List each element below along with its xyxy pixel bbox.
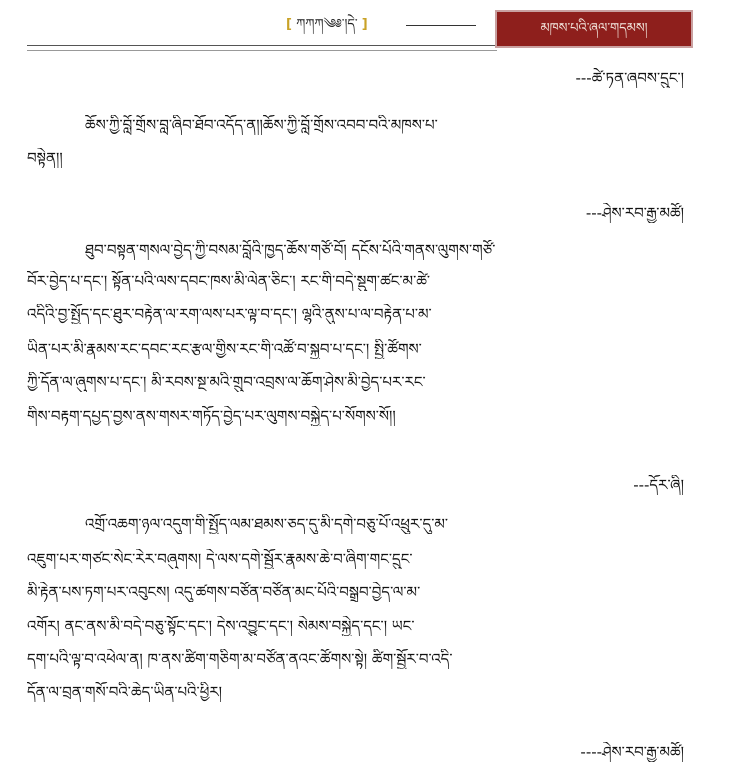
quote-signature: ---དོར་ཞི། <box>633 476 684 494</box>
quote-line: བོར་བྱེད་པ་དང་། སྟོན་པའི་ལས་དབང་ཁས་མི་ལེན་ཅིང་། རང་གི་བདེ་སྡུག་ཚང་མ་ཚེ་ <box>27 272 431 290</box>
quote-line: ཀྱི་དོན་ལ་ཞུགས་པ་དང་། མི་རབས་སྔ་མའི་གྲུབ་འབྲས་ལ་ཆོག་ཤེས་མི་བྱེད་པར་རང་ <box>27 373 426 391</box>
quote-line: ཐུབ་བསྟན་གསལ་བྱེད་ཀྱི་བསམ་བློའི་ཁྱད་ཆོས་གཙོ་བོ། དངོས་པོའི་གནས་ལུགས་གཙོ་ <box>85 241 496 259</box>
quote-line: ཡིན་པར་མི་རྣམས་རང་དབང་རང་རྩལ་གྱིས་རང་གི་འཚོ་བ་སྐྱབ་པ་དང་། སྤྱི་ཚོགས་ <box>27 340 422 358</box>
header-rule-secondary <box>27 50 497 51</box>
quote-signature: ---ཤེས་རབ་རྒྱ་མཚོ། <box>585 204 684 222</box>
quote-line: འཇུག་པར་གཙང་སེང་རེར་བཞུགས། དེ་ལས་དགེ་སྦྱོར་རྣམས་ཆེ་བ་ཞིག་གང་དྲུང་ <box>27 550 413 568</box>
page-title-box <box>495 10 693 48</box>
quote-line: དོན་ལ་བྲན་གསོ་བའི་ཆེད་ཡིན་པའི་ཕྱིར། <box>27 683 223 701</box>
quote-line: འདིའི་བྱ་སྤྱོད་དང་ཐུར་བརྟེན་ལ་རག་ལས་པར་ལྟ་བ་དང་། ལྷའི་ནུས་པ་ལ་བརྟེན་པ་མ་ <box>27 305 432 323</box>
quote-line: མི་རྟེན་པས་ཏག་པར་འབུངས། འདུ་ཚགས་བཙོན་བཙོན་མང་པོའི་བསྒྲུབ་བྱེད་ལ་མ་ <box>27 583 421 601</box>
ornament-text: ཀཀཀ༄༅་།དེ་ <box>296 17 358 32</box>
quote-line: ཆོས་ཀྱི་བློ་གྲོས་བླ་ཞིབ་ཐོབ་འདོད་ན།།ཆོས་ཀྱི་བློ་གྲོས་འབབ་བའི་མཁས་པ་ <box>85 116 438 134</box>
quote-line: འགྲོ་འཆག་ཉལ་འདུག་གི་སྤྱོད་ལམ་ཐམས་ཅད་དུ་མི་དགེ་བཅུ་པོ་འཕྲུར་དུ་མ་ <box>85 515 449 533</box>
header-rule <box>27 45 497 46</box>
quote-signature: ---ཚེ་ཏན་ཞབས་དྲུང་། <box>575 69 684 87</box>
quote-line: གིས་བརྟག་དཔྱད་བྱས་ནས་གསར་གཏོད་བྱེད་པར་ལུགས་བསྐྱེད་པ་སོགས་སོ།། <box>27 407 396 425</box>
header-ornament <box>286 12 482 38</box>
ornament-flourish <box>406 25 476 26</box>
page-title: མཁས་པའི་ཞལ་གདམས། <box>540 21 648 36</box>
quote-line: བསྟེན།། <box>27 149 63 167</box>
ornament-bracket-right: ] <box>361 17 368 32</box>
quote-line: འགོར། ནང་ནས་མི་བདེ་བཅུ་སྟོང་དང་། དེས་འབྱུང་དང་། སེམས་བསྐྱེད་དང་། ཡང་ <box>27 617 415 635</box>
quote-signature: ----ཤེས་རབ་རྒྱ་མཚོ། <box>580 743 684 761</box>
ornament-bracket-left: [ <box>286 17 292 32</box>
quote-line: དག་པའི་ལྟ་བ་འཕེལ་ན། ཁ་ནས་ཚིག་གཅིག་མ་བཙོན་ནའང་ཚོགས་སྟེ། ཚིག་སྦྱོར་བ་འདི་ <box>27 650 453 668</box>
